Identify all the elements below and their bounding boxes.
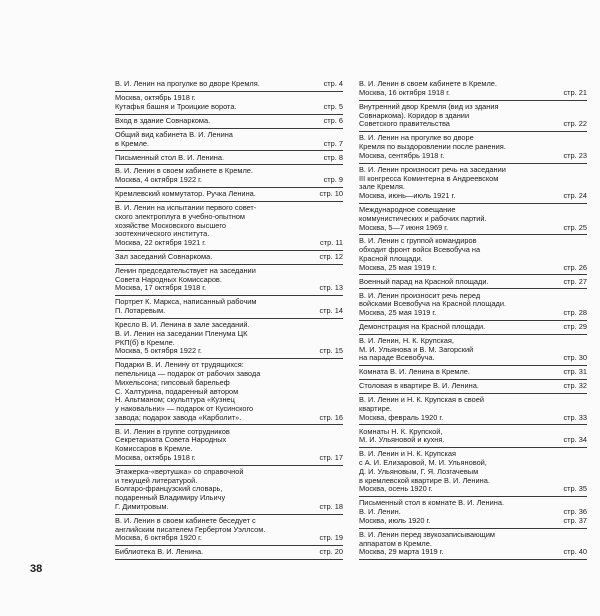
entry-page-ref: стр. 14 [319,306,343,316]
entry-page-ref: стр. 18 [319,501,343,511]
contents-entry [359,204,587,235]
contents-entry [359,101,587,132]
contents-entry [359,78,587,101]
contents-entry [115,129,343,152]
entry-page-ref: стр. 17 [319,452,343,462]
contents-entry [115,319,343,359]
entry-page-ref: стр. 10 [319,189,343,199]
entry-caption: Портрет К. Маркса, написанный рабочим П. Лотаревым. [115,297,257,316]
contents-entry [359,289,587,320]
contents-entry [115,188,343,202]
entry-page-ref: стр. 22 [563,119,587,129]
entry-page-ref: стр. 25 [563,222,587,232]
entry-page-ref: стр. 11 [320,238,343,248]
contents-entry [115,546,343,560]
entry-caption: Письменный стол В. И. Ленина. [115,152,225,162]
entry-page-ref: стр. 26 [563,262,587,272]
entry-page-ref: стр. 24 [563,191,587,201]
entry-caption: Ленин председательствует на заседании Совета Народных Комиссаров. Москва, 17 октября 1918 г. [115,265,256,293]
entry-caption: Этажерка-«вертушка» со справочной и текущей литературой. Болгаро-французский словарь, подаренный Владимиру Ильичу Г. Димитровым. [115,466,244,511]
contents-entry [359,132,587,163]
entry-caption: В. И. Ленин в группе сотрудников Секретариата Совета Народных Комиссаров в Кремле. Москва, октябрь 1918 г. [115,426,230,462]
entry-caption: Кремлевский коммутатор. Ручка Ленина. [115,189,256,199]
entry-caption: Письменный стол в комнате В. И. Ленина. В. И. Ленин. Москва, июль 1920 г. [359,498,504,525]
entry-page-ref: стр. 15 [319,346,343,356]
contents-entry [359,335,587,366]
contents-entry [115,151,343,165]
contents-entry [359,497,587,528]
contents-entry [115,359,343,425]
entry-page-ref: стр. 40 [563,547,587,557]
contents-entry [115,296,343,319]
page-number: 38 [30,563,43,575]
entry-page-ref: стр. 36 стр. 37 [563,507,587,525]
entry-page-ref: стр. 35 [563,484,587,494]
entry-page-ref: стр. 34 [563,435,587,445]
contents-entry [359,321,587,335]
contents-entry [115,92,343,115]
contents-entry [115,202,343,251]
contents-entry [115,466,343,515]
contents-entry [359,235,587,275]
entry-caption: Комната В. И. Ленина в Кремле. [359,367,470,377]
entry-page-ref: стр. 4 [323,79,343,89]
entry-page-ref: стр. 31 [563,367,587,377]
entry-caption: В. И. Ленин, Н. К. Крупская, М. И. Ульянова и В. М. Загорский на параде Всевобуча. [359,335,474,363]
entry-page-ref: стр. 9 [323,175,343,185]
contents-entry [115,78,343,92]
entry-caption: Общий вид кабинета В. И. Ленина в Кремле. [115,129,233,148]
contents-entry [115,425,343,465]
entry-page-ref: стр. 23 [563,150,587,160]
contents-entry [359,425,587,448]
entry-caption: В. И. Ленин в своем кабинете в Кремле. Москва, 16 октября 1918 г. [359,79,497,98]
entry-caption: В. И. Ленин на испытании первого совет- ского электроплуга в учебно-опытном хозяйстве Московского высшего зоотехнического института. Москва, 22 октября 1921 г. [115,203,257,248]
entry-caption: В. И. Ленин на прогулке во дворе Кремля. [115,79,260,89]
contents-entry [115,515,343,546]
contents-entry [115,115,343,129]
entry-caption: Военный парад на Красной площади. [359,276,489,286]
entry-page-ref: стр. 32 [563,381,587,391]
entry-page-ref: стр. 5 [323,101,343,111]
contents-entry [359,275,587,289]
entry-caption: В. И. Ленин и Н. К. Крупская с А. И. Елизаровой, М. И. Ульяновой, Д. И. Ульяновым, Г. Я. Лозгачевым в кремлевской квартире В. И. Ленина. Москва, осень 1920 г. [359,449,490,494]
entry-page-ref: стр. 7 [323,138,343,148]
entry-caption: В. И. Ленин произносит речь на заседании III конгресса Коминтерна в Андреевском зале Кремля. Москва, июнь—июль 1921 г. [359,164,506,201]
entry-caption: Кресло В. И. Ленина в зале заседаний. В. И. Ленин на заседании Пленума ЦК РКП(б) в Кремле. Москва, 5 октября 1922 г. [115,320,250,356]
contents-entry [359,164,587,204]
contents-entry [115,251,343,265]
entry-page-ref: стр. 12 [319,252,343,262]
entry-caption: Подарки В. И. Ленину от трудящихся: пепельница — подарок от рабочих завода Михельсона; гипсовый барельеф С. Халтурина, подаренный автором Н. Альтманом; скульптура «Кузнец у наковальни» — подарок от Кусинского завода; подарок завода «Карболит». [115,360,261,422]
entry-caption: Зал заседаний Совнаркома. [115,252,213,262]
entry-caption: Столовая в квартире В. И. Ленина. [359,381,479,391]
contents-left-column [115,78,343,560]
contents-right-column [359,78,587,560]
contents-entry [359,529,587,560]
entry-caption: В. И. Ленин с группой командиров обходит фронт войск Всевобуча на Красной площади. Москва, 25 мая 1919 г. [359,236,481,272]
contents-entry [359,380,587,394]
entry-page-ref: стр. 13 [319,283,343,293]
entry-caption: Внутренний двор Кремля (вид из здания Совнаркома). Коридор в здании Советского правительства [359,101,499,129]
entry-caption: Международное совещание коммунистических и рабочих партий. Москва, 5—7 июня 1969 г. [359,205,487,232]
entry-page-ref: стр. 8 [323,152,343,162]
entry-page-ref: стр. 28 [563,308,587,318]
entry-caption: В. И. Ленин в своем кабинете беседует с английским писателем Гербертом Уэллсом. Москва, 6 октября 1920 г. [115,515,266,543]
contents-entry [359,448,587,497]
entry-caption: Демонстрация на Красной площади. [359,322,486,332]
entry-caption: Комнаты Н. К. Крупской, М. И. Ульяновой и кухня. [359,426,445,445]
entry-page-ref: стр. 19 [319,533,343,543]
contents-entry [115,165,343,188]
entry-caption: В. И. Ленин на прогулке во дворе Кремля по выздоровлении после ранения. Москва, сентябрь 1918 г. [359,133,506,160]
entry-caption: В. И. Ленин перед звукозаписывающим аппаратом в Кремле. Москва, 29 марта 1919 г. [359,529,495,557]
entry-page-ref: стр. 16 [319,412,343,422]
entry-caption: Вход в здание Совнаркома. [115,115,211,125]
entry-page-ref: стр. 6 [323,115,343,125]
entry-page-ref: стр. 33 [563,412,587,422]
contents-entry [359,394,587,425]
contents-entry [115,265,343,296]
entry-caption: В. И. Ленин и Н. К. Крупская в своей квартире. Москва, февраль 1920 г. [359,395,484,422]
entry-page-ref: стр. 21 [563,88,587,98]
entry-page-ref: стр. 30 [563,353,587,363]
contents-entry [359,366,587,380]
entry-caption: Москва, октябрь 1918 г. Кутафья башня и Троицкие ворота. [115,93,237,111]
entry-page-ref: стр. 27 [563,276,587,286]
entry-caption: Библиотека В. И. Ленина. [115,547,204,557]
entry-caption: В. И. Ленин произносит речь перед войсками Всевобуча на Красной площади. Москва, 25 мая 1919 г. [359,290,507,318]
entry-page-ref: стр. 20 [319,547,343,557]
entry-page-ref: стр. 29 [563,322,587,332]
entry-caption: В. И. Ленин в своем кабинете в Кремле. Москва, 4 октября 1922 г. [115,166,253,185]
